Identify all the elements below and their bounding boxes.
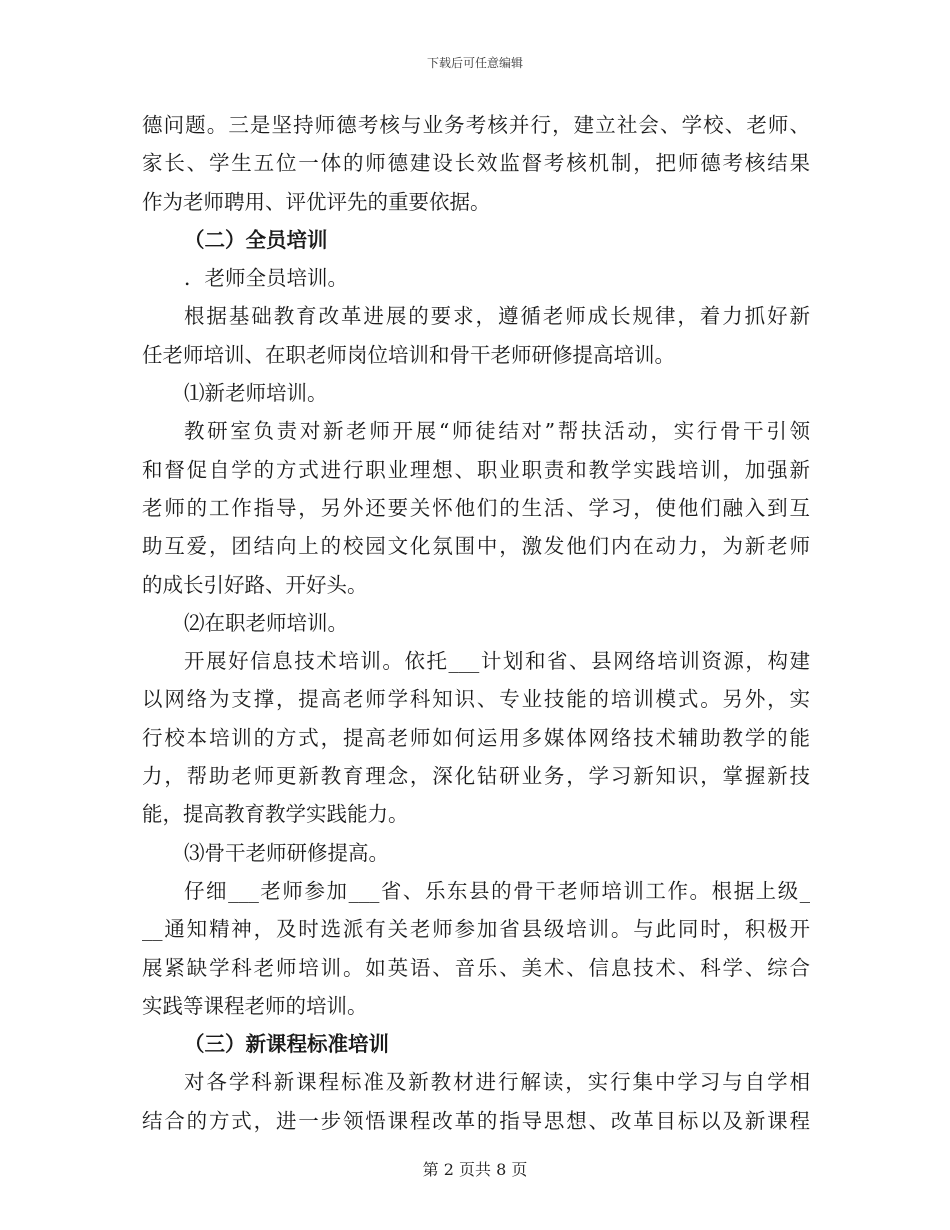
body-line: 以网络为支撑，提高老师学科知识、专业技能的培训模式。另外，实 — [142, 687, 810, 712]
subsection-heading: ⑴新老师培训。 — [184, 381, 328, 406]
section-heading: （三）新课程标准培训 — [184, 1032, 389, 1057]
page-header: 下载后可任意编辑 — [426, 56, 523, 70]
body-line: 的成长引好路、开好头。 — [142, 572, 368, 597]
body-line: 开展好信息技术培训。依托___计划和省、县网络培训资源，构建 — [184, 649, 810, 674]
body-line: 展紧缺学科老师培训。如英语、音乐、美术、信息技术、科学、综合 — [142, 955, 810, 980]
body-line: 实践等课程老师的培训。 — [142, 993, 368, 1018]
body-line: 仔细___老师参加___省、乐东县的骨干老师培训工作。根据上级_ — [184, 878, 810, 903]
document-body — [142, 106, 810, 1140]
body-line: 老师的工作指导，另外还要关怀他们的生活、学习，使他们融入到互 — [142, 495, 810, 520]
subsection-heading: ⑵在职老师培训。 — [184, 610, 348, 635]
section-heading: （二）全员培训 — [184, 227, 328, 252]
body-line: 助互爱，团结向上的校园文化氛围中，激发他们内在动力，为新老师 — [142, 534, 810, 559]
body-line: 和督促自学的方式进行职业理想、职业职责和教学实践培训，加强新 — [142, 457, 810, 482]
body-line: 力，帮助老师更新教育理念，深化钻研业务，学习新知识，掌握新技 — [142, 764, 810, 789]
body-line: 教研室负责对新老师开展“师徒结对”帮扶活动，实行骨干引领 — [184, 419, 810, 444]
body-line: 结合的方式，进一步领悟课程改革的指导思想、改革目标以及新课程 — [142, 1108, 810, 1133]
subsection-heading: ⑶骨干老师研修提高。 — [184, 840, 389, 865]
body-line: ．老师全员培训。 — [184, 266, 348, 291]
body-line: 作为老师聘用、评优评先的重要依据。 — [142, 189, 491, 214]
body-line: 德问题。三是坚持师德考核与业务考核并行，建立社会、学校、老师、 — [142, 113, 810, 137]
body-line: 能，提高教育教学实践能力。 — [142, 802, 409, 827]
body-line: 根据基础教育改革进展的要求，遵循老师成长规律，着力抓好新 — [184, 304, 810, 329]
body-line: 任老师培训、在职老师岗位培训和骨干老师研修提高培训。 — [142, 342, 675, 367]
body-line: 对各学科新课程标准及新教材进行解读，实行集中学习与自学相 — [184, 1070, 810, 1095]
body-line: 家长、学生五位一体的师德建设长效监督考核机制，把师德考核结果 — [142, 151, 810, 176]
body-line: __通知精神，及时选派有关老师参加省县级培训。与此同时，积极开 — [142, 917, 810, 942]
page-number: 第 2 页共 8 页 — [422, 1160, 528, 1179]
body-line: 行校本培训的方式，提高老师如何运用多媒体网络技术辅助教学的能 — [142, 725, 810, 750]
